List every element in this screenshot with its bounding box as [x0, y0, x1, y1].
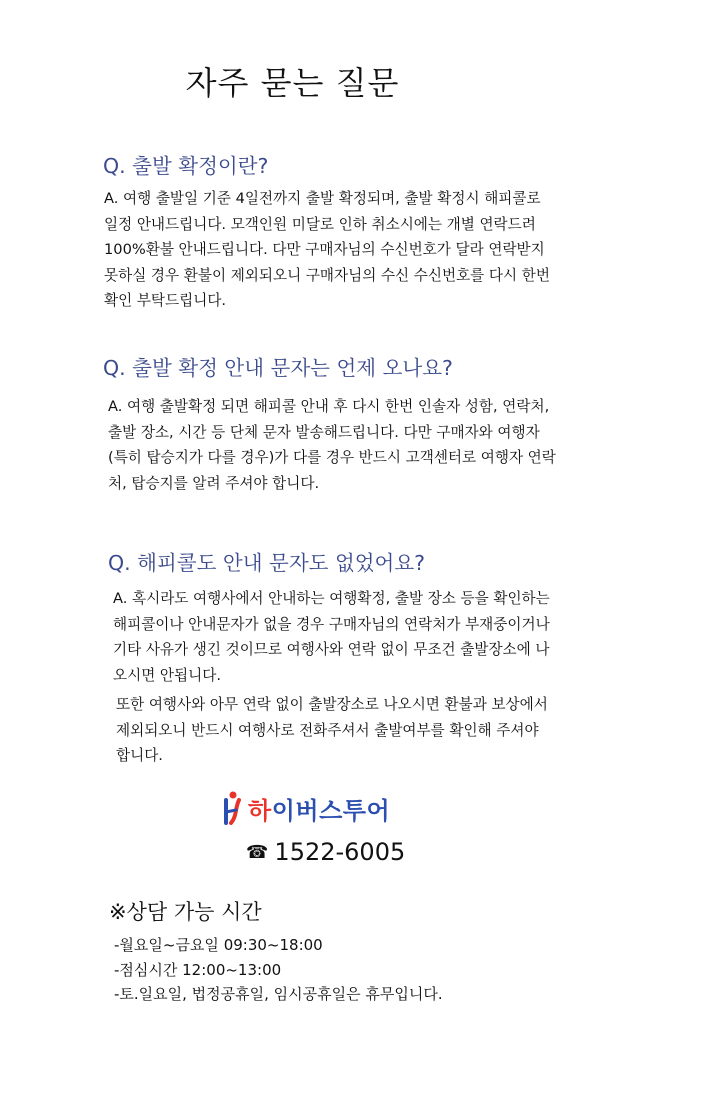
- answer-line: 제외되오니 반드시 여행사로 전화주셔서 출발여부를 확인해 주셔야: [116, 721, 539, 739]
- faq-question-1: Q. 출발 확정이란?: [103, 154, 269, 178]
- answer-line: (특히 탑승지가 다를 경우)가 다를 경우 반드시 고객센터로 여행자 연락: [108, 449, 556, 466]
- faq-answer-3-extra: [116, 692, 548, 769]
- page-title: 자주 묻는 질문: [185, 64, 400, 102]
- brand-char: 이: [271, 796, 296, 825]
- answer-line: 또한 여행사와 아무 연락 없이 출발장소로 나오시면 환불과 보상에서: [116, 696, 548, 713]
- faq-answer-3: [113, 586, 550, 688]
- answer-line: A. 여행 출발확정 되면 해피콜 안내 후 다시 한번 인솔자 성함, 연락처,: [108, 398, 550, 415]
- brand-char: 투: [342, 796, 367, 825]
- answer-line: 처, 탑승지를 알려 주셔야 합니다.: [108, 474, 320, 492]
- brand-logo: [222, 788, 390, 828]
- faq-question-3: Q. 해피콜도 안내 문자도 없었어요?: [108, 551, 426, 575]
- answer-line: 100%환불 안내드립니다. 다만 구매자님의 수신번호가 달라 연락받지: [104, 241, 545, 258]
- hours-title: ※상담 가능 시간: [109, 900, 262, 924]
- hours-line: -점심시간 12:00~13:00: [114, 960, 282, 979]
- faq-answer-2: [108, 394, 556, 496]
- brand-name: [248, 791, 390, 826]
- answer-line: 오시면 안됩니다.: [113, 666, 221, 684]
- brand-char: 하: [248, 796, 272, 825]
- answer-line: 기타 사유가 생긴 것이므로 여행사와 연락 없이 무조건 출발장소에 나: [113, 641, 550, 658]
- hours-line: -월요일~금요일 09:30~18:00: [114, 936, 323, 954]
- answer-line: A. 혹시라도 여행사에서 안내하는 여행확정, 출발 장소 등을 확인하는: [113, 590, 550, 607]
- answer-line: A. 여행 출발일 기준 4일전까지 출발 확정되며, 출발 확정시 해피콜로: [104, 190, 541, 207]
- phone-number: 1522-6005: [274, 838, 406, 866]
- answer-line: 일정 안내드립니다. 모객인원 미달로 인하 취소시에는 개별 연락드려: [104, 215, 536, 233]
- hours-list: [114, 933, 443, 1007]
- brand-char: 버: [295, 796, 320, 825]
- answer-line: 출발 장소, 시간 등 단체 문자 발송해드립니다. 다만 구매자와 여행자: [108, 423, 540, 441]
- answer-line: 해피콜이나 안내문자가 없을 경우 구매자님의 연락처가 부재중이거나: [113, 615, 550, 633]
- hibus-logo-icon: [222, 790, 244, 826]
- answer-line: 합니다.: [116, 747, 163, 764]
- brand-char: 어: [366, 796, 391, 825]
- telephone-icon: ☎: [246, 842, 269, 863]
- answer-line: 확인 부탁드립니다.: [104, 292, 227, 309]
- answer-line: 못하실 경우 환불이 제외되오니 구매자님의 수신 수신번호를 다시 한번: [104, 266, 550, 284]
- brand-char: 스: [319, 796, 343, 825]
- faq-answer-1: [104, 186, 550, 314]
- phone-contact: [246, 838, 405, 866]
- faq-question-2: Q. 출발 확정 안내 문자는 언제 오나요?: [103, 356, 453, 380]
- hours-line: -토.일요일, 법정공휴일, 임시공휴일은 휴무입니다.: [114, 985, 443, 1003]
